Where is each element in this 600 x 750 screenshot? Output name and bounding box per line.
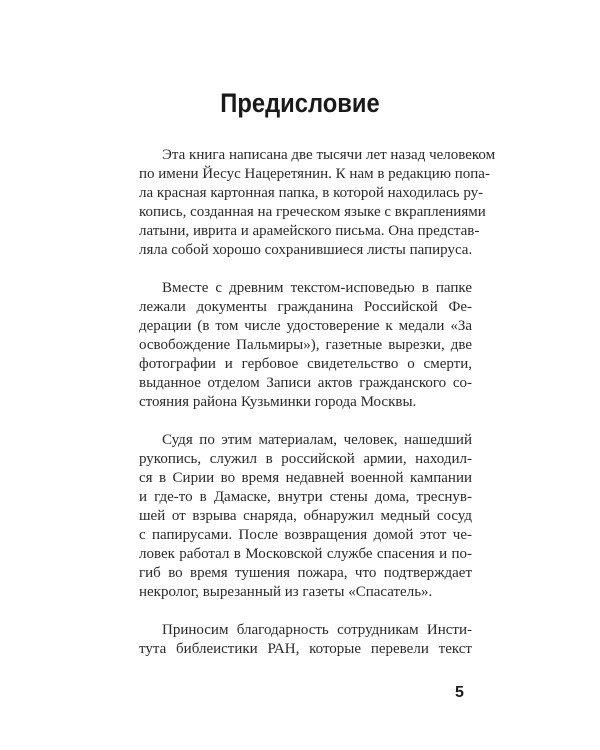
text-line: дерации (в том числе удостоверение к медали «За xyxy=(139,318,472,334)
paragraph xyxy=(139,279,472,412)
text-line: Судя по этим материалам, человек, нашедший xyxy=(162,432,472,448)
text-line: Вместе с древним текстом-исповедью в папке xyxy=(162,280,472,296)
text-line: и где-то в Дамаске, внутри стены дома, треснув- xyxy=(139,489,472,505)
text-line: фотографии и гербовое свидетельство о смерти, xyxy=(139,356,472,372)
text-line: по имени Йесус Нацеретянин. К нам в редакцию попа- xyxy=(139,166,490,182)
text-line: шей от взрыва снаряда, обнаружил медный сосуд xyxy=(139,508,472,524)
text-line: латыни, иврита и арамейского письма. Она представ- xyxy=(139,223,480,239)
text-line: стояния района Кузьминки города Москвы. xyxy=(139,394,417,410)
text-line: Эта книга написана две тысячи лет назад человеком xyxy=(162,147,496,163)
text-line: гиб во время тушения пожара, что подтверждает xyxy=(139,565,472,581)
text-line: выданное отделом Записи актов гражданского со- xyxy=(139,375,472,391)
text-line: копись, созданная на греческом языке с вкраплениями xyxy=(139,204,486,220)
text-line: Приносим благодарность сотрудникам Инсти- xyxy=(162,622,472,638)
text-line: ловек работал в Московской службе спасения и по- xyxy=(139,546,472,562)
text-line: некролог, вырезанный из газеты «Спасатель». xyxy=(139,584,433,600)
text-line: ла красная картонная папка, в которой находилась ру- xyxy=(139,185,484,201)
text-line: лежали документы гражданина Российской Фе- xyxy=(139,299,472,315)
text-line: рукопись, служил в российской армии, находил- xyxy=(139,451,472,467)
text-line: ся в Сирии во время недавней военной кампании xyxy=(139,470,472,486)
paragraph xyxy=(139,431,472,602)
text-line: ляла собой хорошо сохранившиеся листы папируса. xyxy=(139,242,473,258)
page-title: Предисловие xyxy=(220,88,380,118)
page-number: 5 xyxy=(455,684,464,701)
text-line: освобождение Пальмиры»), газетные вырезки, две xyxy=(139,337,472,353)
text-line: с папирусами. После возвращения домой этот че- xyxy=(139,527,472,543)
text-line: тута библеистики РАН, которые перевели текст xyxy=(139,641,472,657)
paragraph xyxy=(139,146,496,260)
body-text xyxy=(139,146,496,678)
paragraph xyxy=(139,621,472,659)
